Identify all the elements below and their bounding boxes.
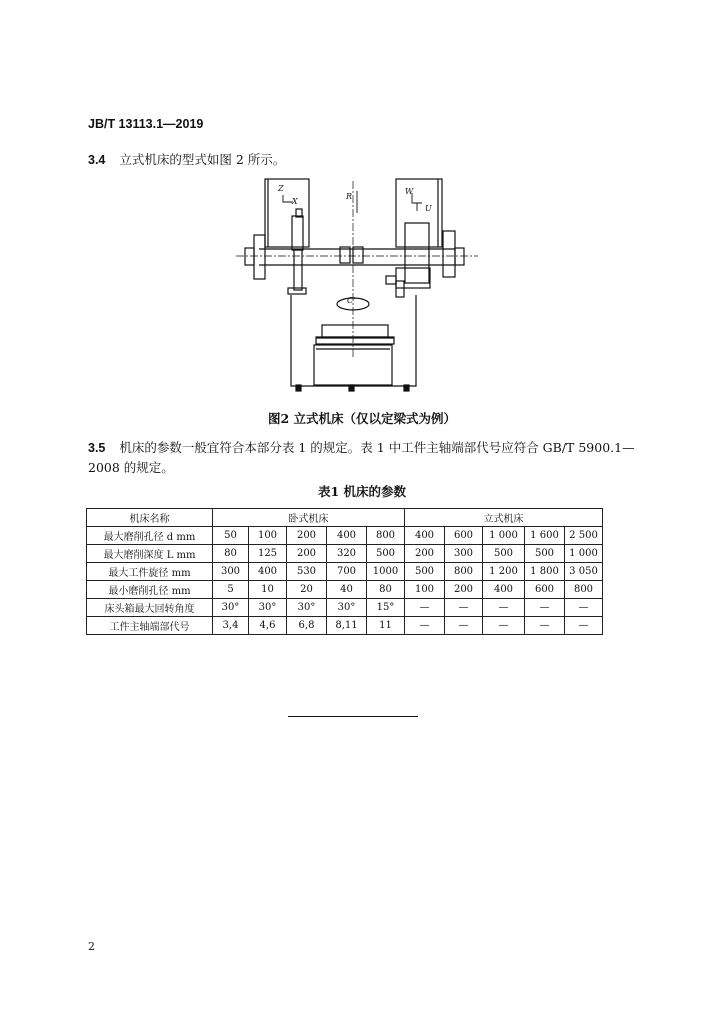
table-header-row [87, 509, 603, 527]
table-cell: 3,4 [213, 617, 249, 635]
axis-label-u: U [425, 204, 432, 213]
table-row [87, 545, 603, 563]
header-horizontal: 卧式机床 [213, 509, 405, 527]
table-cell: 5 [213, 581, 249, 599]
table-cell: 800 [367, 527, 405, 545]
table-cell: 11 [367, 617, 405, 635]
table-cell: 1 200 [483, 563, 525, 581]
table-cell: 50 [213, 527, 249, 545]
table-cell: 700 [327, 563, 367, 581]
table-cell: 1000 [367, 563, 405, 581]
table-row [87, 527, 603, 545]
table-cell: 15° [367, 599, 405, 617]
table-cell: 30° [249, 599, 287, 617]
table-cell: 500 [405, 563, 445, 581]
axis-label-x: X [292, 197, 298, 206]
page-number: 2 [88, 940, 95, 953]
table-cell: 200 [405, 545, 445, 563]
table-cell: — [525, 617, 565, 635]
axis-label-w: W [405, 187, 414, 196]
table-cell: 30° [287, 599, 327, 617]
table-cell: 40 [327, 581, 367, 599]
table-cell: — [405, 599, 445, 617]
table-cell: 400 [483, 581, 525, 599]
header-vertical: 立式机床 [405, 509, 603, 527]
table-cell: 600 [525, 581, 565, 599]
section-3-5 [88, 438, 636, 478]
section-number: 3.5 [88, 441, 106, 455]
document-header-id: JB/T 13113.1—2019 [88, 117, 204, 131]
table-cell: 100 [405, 581, 445, 599]
table-cell: 4,6 [249, 617, 287, 635]
table-caption: 表1 机床的参数 [317, 484, 407, 499]
table-cell: 100 [249, 527, 287, 545]
table-cell: — [565, 617, 603, 635]
row-label: 工件主轴端部代号 [87, 617, 213, 635]
table-row [87, 617, 603, 635]
table-cell: — [405, 617, 445, 635]
table-cell: 80 [367, 581, 405, 599]
table-cell: 30° [213, 599, 249, 617]
table-cell: 200 [287, 545, 327, 563]
table-cell: 1 000 [565, 545, 603, 563]
table-cell: 800 [565, 581, 603, 599]
row-label: 最小磨削孔径 mm [87, 581, 213, 599]
parameters-table [86, 508, 603, 635]
table-cell: 530 [287, 563, 327, 581]
row-label: 最大磨削孔径 d mm [87, 527, 213, 545]
table-row [87, 599, 603, 617]
table-cell: 10 [249, 581, 287, 599]
section-3-4 [88, 150, 285, 168]
table-cell: 2 500 [565, 527, 603, 545]
table-cell: 1 800 [525, 563, 565, 581]
row-label: 最大磨削深度 L mm [87, 545, 213, 563]
table-cell: 200 [445, 581, 483, 599]
figure-caption: 图2 立式机床（仅以定梁式为例） [267, 411, 457, 426]
row-label: 床头箱最大回转角度 [87, 599, 213, 617]
row-label: 最大工件旋径 mm [87, 563, 213, 581]
table-row [87, 581, 603, 599]
vertical-machine-figure [236, 173, 478, 395]
section-text: 立式机床的型式如图 2 所示。 [119, 152, 286, 167]
table-cell: 400 [249, 563, 287, 581]
table-cell: 300 [213, 563, 249, 581]
table-cell: 6,8 [287, 617, 327, 635]
axis-label-r: R [346, 192, 353, 201]
table-cell: 8,11 [327, 617, 367, 635]
table-cell: — [445, 617, 483, 635]
table-cell: 500 [525, 545, 565, 563]
table-cell: 500 [483, 545, 525, 563]
end-rule [288, 716, 418, 717]
table-cell: 1 000 [483, 527, 525, 545]
table-cell: 200 [287, 527, 327, 545]
axis-label-z: Z [278, 184, 284, 193]
table-cell: 400 [327, 527, 367, 545]
table-cell: 30° [327, 599, 367, 617]
table-cell: 3 050 [565, 563, 603, 581]
table-cell: 400 [405, 527, 445, 545]
table-cell: — [445, 599, 483, 617]
axis-label-c: C' [347, 296, 356, 305]
table-cell: 800 [445, 563, 483, 581]
table-cell: 80 [213, 545, 249, 563]
table-cell: — [565, 599, 603, 617]
table-cell: — [483, 617, 525, 635]
table-cell: 20 [287, 581, 327, 599]
table-cell: 320 [327, 545, 367, 563]
table-cell: 600 [445, 527, 483, 545]
section-text: 机床的参数一般宜符合本部分表 1 的规定。表 1 中工件主轴端部代号应符合 GB/T 5900.1—2008 的规定。 [88, 440, 635, 475]
table-cell: 300 [445, 545, 483, 563]
table-cell: 500 [367, 545, 405, 563]
table-row [87, 563, 603, 581]
table-cell: — [483, 599, 525, 617]
section-number: 3.4 [88, 153, 106, 167]
table-cell: — [525, 599, 565, 617]
header-name: 机床名称 [87, 509, 213, 527]
table-cell: 1 600 [525, 527, 565, 545]
table-cell: 125 [249, 545, 287, 563]
